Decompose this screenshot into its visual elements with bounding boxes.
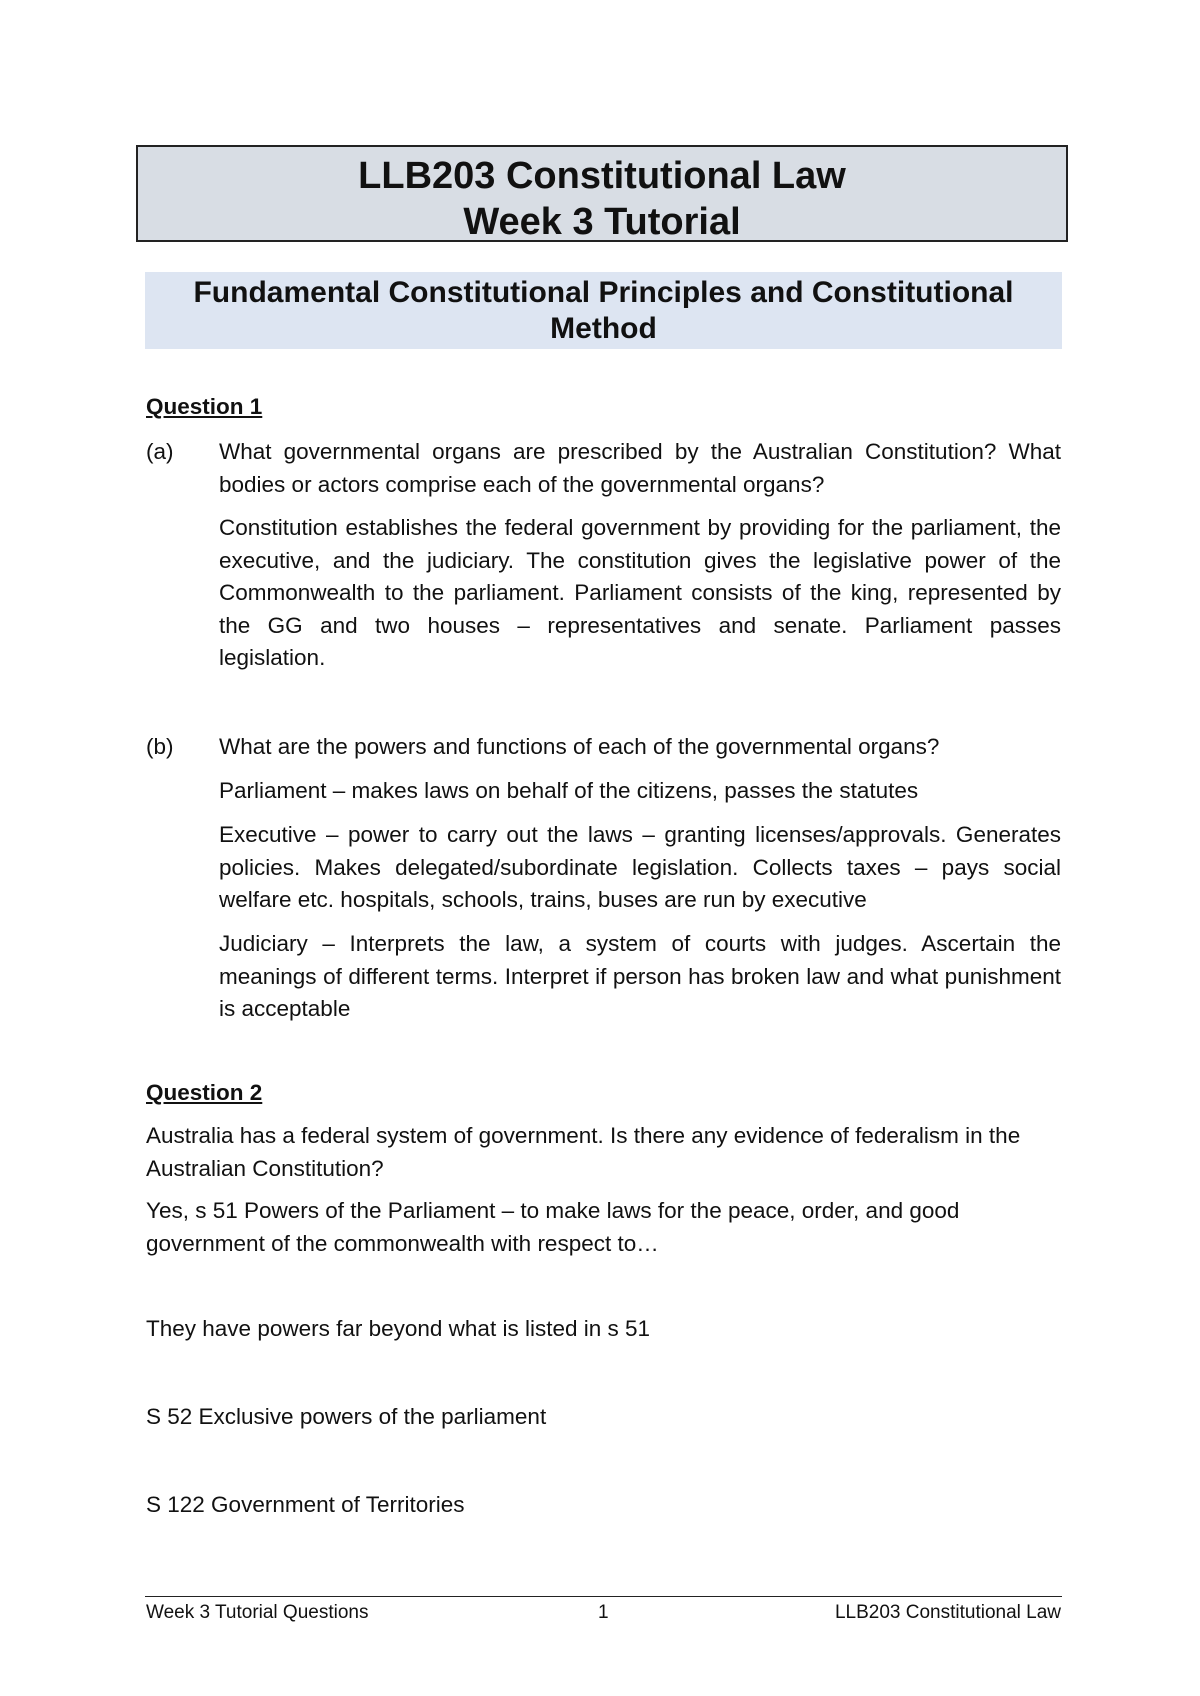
part-b-judiciary-answer: Judiciary – Interprets the law, a system of courts with judges. Ascertain the meanings of different terms. Interpret if person has broken law and what punishment is acceptable — [219, 931, 1061, 1021]
question-2-answer-s122: S 122 Government of Territories — [146, 1492, 465, 1517]
footer-left-text: Week 3 Tutorial Questions — [146, 1602, 369, 1623]
question-2-text: Australia has a federal system of government. Is there any evidence of federalism in the Australian Constitution? — [146, 1123, 1021, 1181]
title-box — [136, 145, 1068, 242]
question-2-heading: Question 2 — [146, 1080, 263, 1105]
footer-page-number: 1 — [598, 1602, 609, 1623]
question-2-answer-beyond: They have powers far beyond what is listed in s 51 — [146, 1316, 651, 1341]
course-title: LLB203 Constitutional Law — [358, 155, 846, 197]
footer-divider — [145, 1596, 1062, 1597]
part-a-question: What governmental organs are prescribed by the Australian Constitution? What bodies or actors comprise each of the governmental organs? — [219, 439, 1061, 497]
part-b-executive-answer: Executive – power to carry out the laws – granting licenses/approvals. Generates policies. Makes delegated/subordinate legislation. Collects taxes – pays social welfare etc. hospitals, schools, trains, buses are run by executive — [219, 822, 1061, 912]
part-b-label: (b) — [146, 734, 174, 759]
part-b-parliament-answer: Parliament – makes laws on behalf of the citizens, passes the statutes — [219, 778, 919, 803]
topic-subtitle: Fundamental Constitutional Principles and Constitutional Method — [145, 272, 1062, 349]
footer-right-text: LLB203 Constitutional Law — [834, 1602, 1061, 1623]
question-2-answer-s51: Yes, s 51 Powers of the Parliament – to make laws for the peace, order, and good government of the commonwealth with respect to… — [146, 1198, 960, 1256]
question-1-heading: Question 1 — [146, 394, 263, 419]
part-a-answer: Constitution establishes the federal government by providing for the parliament, the executive, and the judiciary. The constitution gives the legislative power of the Commonwealth to the parliament. Parliament consists of the king, represented by the GG and two houses – representatives and senate. Parliament passes legislation. — [219, 515, 1061, 670]
question-2-answer-s52: S 52 Exclusive powers of the parliament — [146, 1404, 547, 1429]
tutorial-title: Week 3 Tutorial — [463, 201, 741, 243]
part-a-label: (a) — [146, 439, 174, 464]
part-b-question: What are the powers and functions of each of the governmental organs? — [219, 734, 940, 759]
